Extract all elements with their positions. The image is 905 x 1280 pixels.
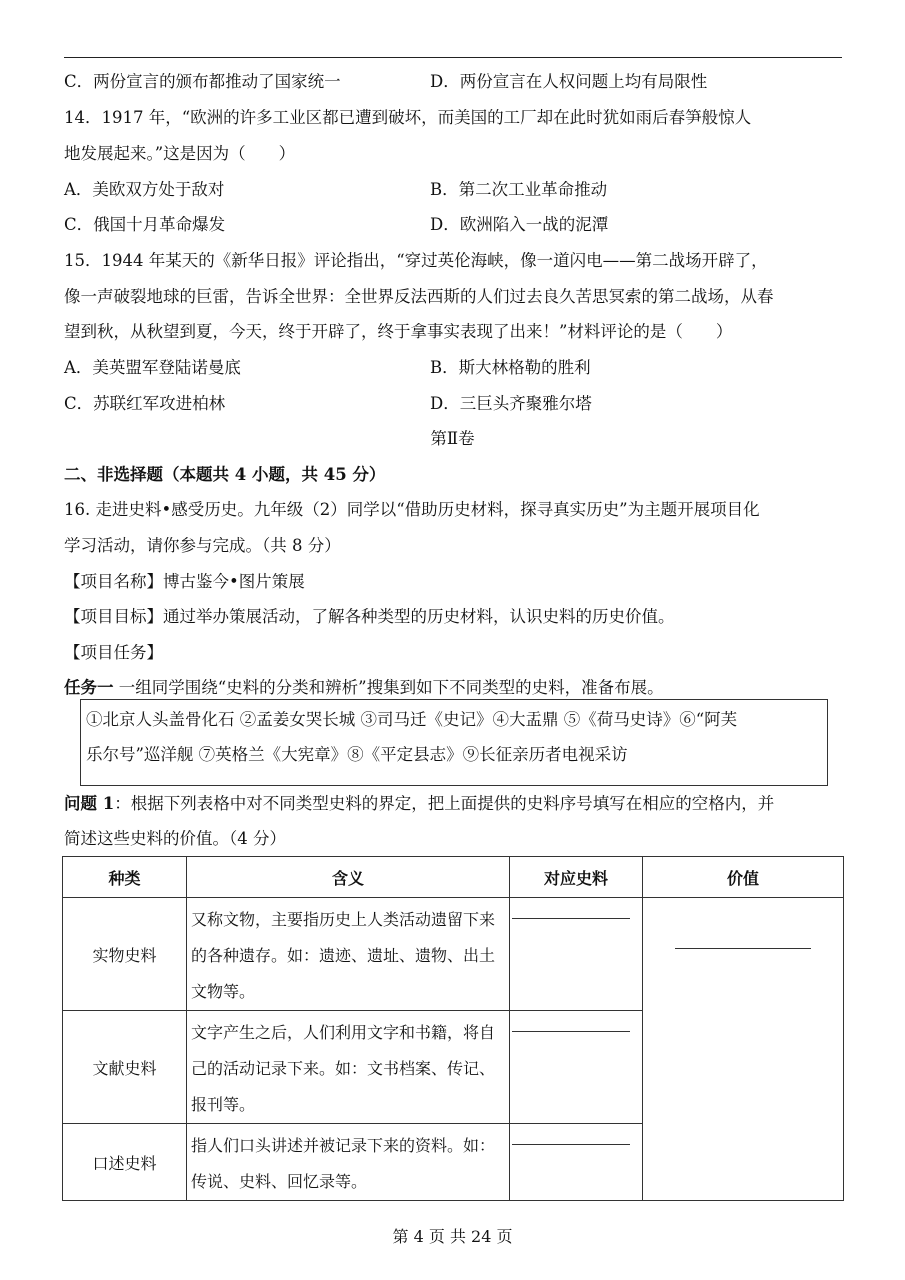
- question1-label: 问题 1: [64, 794, 115, 813]
- q16-stem-line1: 16. 走进史料•感受历史。九年级（2）同学以“借助历史材料，探寻真实历史”为主题开展项目化: [64, 500, 760, 519]
- table-header: 价值: [643, 857, 844, 898]
- meaning-cell: 文字产生之后，人们利用文字和书籍，将自己的活动记录下来。如：文书档案、传记、报刊等。: [187, 1011, 510, 1124]
- project-task: 【项目任务】: [64, 643, 163, 662]
- question1-line2: 简述这些史料的价值。（4 分）: [64, 829, 286, 848]
- category-cell: 实物史料: [63, 898, 187, 1011]
- q14-option-c: C．俄国十月革命爆发: [64, 215, 226, 234]
- table-row: [63, 898, 844, 1011]
- table-header: 含义: [187, 857, 510, 898]
- q15-option-b: B．斯大林格勒的胜利: [430, 358, 591, 377]
- q15-stem-line3: 望到秋，从秋望到夏，今天，终于开辟了，终于拿事实表现了出来！”材料评论的是（ ）: [64, 322, 733, 341]
- category-cell: 口述史料: [63, 1124, 187, 1201]
- header-rule: [64, 57, 842, 58]
- value-answer-blank[interactable]: [675, 948, 811, 949]
- q15-option-d: D．三巨头齐聚雅尔塔: [430, 394, 592, 413]
- q14-stem-line1: 14．1917 年，“欧洲的许多工业区都已遭到破坏，而美国的工厂却在此时犹如雨后春笋般惊人: [64, 108, 752, 127]
- answer-cell: [510, 1124, 643, 1201]
- meaning-cell: 指人们口头讲述并被记录下来的资料。如：传说、史料、回忆录等。: [187, 1124, 510, 1201]
- q15-stem-line2: 像一声破裂地球的巨雷，告诉全世界：全世界反法西斯的人们过去良久苦思冥索的第二战场，从春: [64, 287, 774, 306]
- q14-stem-line2: 地发展起来。”这是因为（ ）: [64, 144, 296, 163]
- page-footer: 第 4 页 共 24 页: [392, 1227, 513, 1246]
- answer-cell: [510, 898, 643, 1011]
- q14-option-d: D．欧洲陷入一战的泥潭: [430, 215, 609, 234]
- q16-stem-line2: 学习活动，请你参与完成。（共 8 分）: [64, 536, 341, 555]
- table-header: 对应史料: [510, 857, 643, 898]
- source-list-box: [80, 699, 828, 786]
- q14-option-b: B．第二次工业革命推动: [430, 180, 608, 199]
- meaning-cell: 又称文物，主要指历史上人类活动遗留下来的各种遗存。如：遗迹、遗址、遗物、出土文物等。: [187, 898, 510, 1011]
- project-name: 【项目名称】博古鉴今•图片策展: [64, 572, 305, 591]
- q14-option-a: A．美欧双方处于敌对: [64, 180, 225, 199]
- source-list-line1: ①北京人头盖骨化石 ②孟姜女哭长城 ③司马迁《史记》④大盂鼎 ⑤《荷马史诗》⑥“阿芙: [86, 710, 738, 729]
- q13-option-c: C．两份宣言的颁布都推动了国家统一: [64, 72, 341, 91]
- task1-label: 任务一: [64, 678, 114, 697]
- volume-title: 第Ⅱ卷: [430, 429, 475, 448]
- answer-blank[interactable]: [512, 918, 630, 919]
- answer-blank[interactable]: [512, 1031, 630, 1032]
- q15-stem-line1: 15．1944 年某天的《新华日报》评论指出，“穿过英伦海峡，像一道闪电——第二战场开辟了，: [64, 251, 768, 270]
- section-heading: 二、非选择题（本题共 4 小题，共 45 分）: [64, 465, 386, 484]
- answer-blank[interactable]: [512, 1144, 630, 1145]
- project-goal: 【项目目标】通过举办策展活动，了解各种类型的历史材料，认识史料的历史价值。: [64, 607, 675, 626]
- question1-text: ：根据下列表格中对不同类型史料的界定，把上面提供的史料序号填写在相应的空格内，并: [114, 794, 775, 813]
- table-header: 种类: [63, 857, 187, 898]
- table-header-row: [63, 857, 844, 898]
- task1-line: [64, 678, 664, 698]
- q15-option-a: A．美英盟军登陆诺曼底: [64, 358, 241, 377]
- source-list-line2: 乐尔号”巡洋舰 ⑦英格兰《大宪章》⑧《平定县志》⑨长征亲历者电视采访: [86, 745, 628, 764]
- task1-text: 一组同学围绕“史料的分类和辨析”搜集到如下不同类型的史料，准备布展。: [113, 678, 664, 697]
- answer-cell: [510, 1011, 643, 1124]
- q13-option-d: D．两份宣言在人权问题上均有局限性: [430, 72, 708, 91]
- category-cell: 文献史料: [63, 1011, 187, 1124]
- value-cell: [643, 898, 844, 1201]
- question1-line1: [64, 794, 774, 814]
- source-classification-table: [62, 856, 844, 1201]
- q15-option-c: C．苏联红军攻进柏林: [64, 394, 226, 413]
